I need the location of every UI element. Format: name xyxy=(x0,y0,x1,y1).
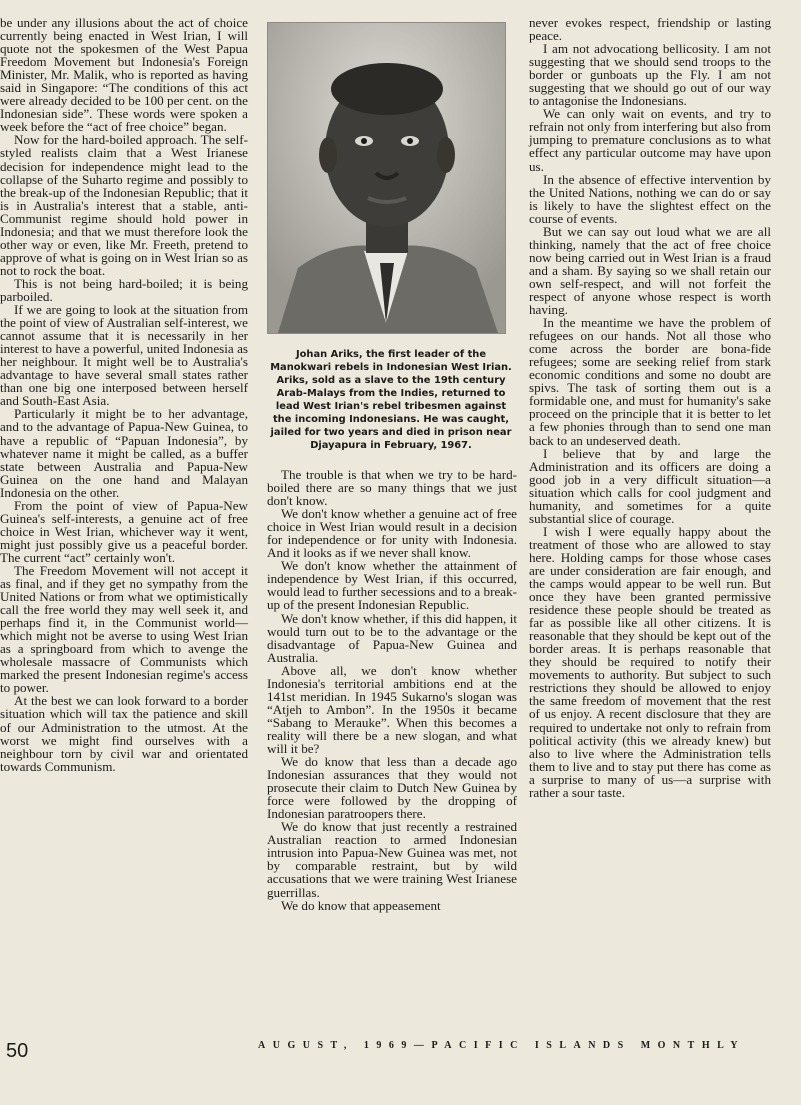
paragraph: We do know that appeasement xyxy=(281,897,441,913)
portrait-photo xyxy=(267,22,506,334)
paragraph: This is not being hard-boiled; it is being parboiled. xyxy=(0,275,248,304)
paragraph: We do know that just recently a restrained Australian reaction to armed Indonesian intrusion into Papua-New Guinea was met, not by comparable restraint, but by wild accusations that we were training West Irianese guerrillas. xyxy=(267,819,517,900)
paragraph: We don't know whether, if this did happen, it would turn out to be to the advantage or the disadvantage of Papua-New Guinea and Australia. xyxy=(267,610,517,665)
paragraph: If we are going to look at the situation from the point of view of Australian self-interest, we cannot assume that it is necessarily in her interest to have a powerful, united Indonesia as her neighbour. It might well be to Australia's advantage to have several small states rather than one big one interposed between herself and South-East Asia. xyxy=(0,302,248,409)
paragraph: We don't know whether the attainment of independence by West Irian, if this occurred, would lead to further secessions and to a break-up of the present Indonesian Republic. xyxy=(267,558,517,613)
paragraph: be under any illusions about the act of choice currently being enacted in West Irian, I will quote not the spokesmen of the West Papua Freedom Movement but Indonesia's Foreign Minister, Mr. Malik, who is reported as having said in Singapore: “The conditions of this act were already decided to be 100 per cent. on the Indonesian side”. These words were spoken a week before the “act of free choice” began. xyxy=(0,15,248,135)
paragraph: The Freedom Movement will not accept it as final, and if they get no sympathy from the United Nations or from what we optimistically call the free world they may well seek it, and perhaps find it, in the Communist world—which might not be averse to using West Irian as a springboard from which to avenge the wholesale massacre of Communists which marked the present Indonesian regime's access to power. xyxy=(0,562,248,696)
paragraph: Now for the hard-boiled approach. The self-styled realists claim that a West Irianese decision for independence might lead to the collapse of the Suharto regime and possibly to the break-up of the Indonesian Republic; that it is in Australia's interest that a stable, anti-Communist regime should hold power in Indonesia; and that we must therefore look the other way or even, like Mr. Freeth, pretend to approve of what is going on in West Irian so as not to rock the boat. xyxy=(0,132,248,278)
running-head xyxy=(258,1040,778,1051)
paragraph: I am not advocationg bellicosity. I am not suggesting that we should send troops to the border or gunboats up the Fly. I am not suggesting that we should go out of our way to antagonise the Indonesians. xyxy=(529,41,771,109)
column-3 xyxy=(529,16,771,799)
column-2 xyxy=(267,22,517,912)
paragraph: We don't know whether a genuine act of free choice in West Irian would result in a decision for independence or for unity with Indonesia. And it looks as if we never shall know. xyxy=(267,506,517,561)
page-number: 50 xyxy=(6,1040,29,1062)
paragraph: never evokes respect, friendship or lasting peace. xyxy=(529,15,771,44)
paragraph: From the point of view of Papua-New Guinea's self-interests, a genuine act of free choice in West Irian, whichever way it went, might just possibly give us a peaceful border. The current “act” certainly won't. xyxy=(0,497,248,565)
paragraph: In the meantime we have the problem of refugees on our hands. Not all those who come across the border are bona-fide refugees; some are seeking relief from stark economic conditions and some no doubt are spivs. The task of sorting them out is a formidable one, and must for humanity's sake proceed on the principle that it is better to let a few phonies through than to send one man back to an undeserved death. xyxy=(529,315,771,448)
running-head-date: AUGUST, 1969— xyxy=(258,1040,432,1051)
column-1 xyxy=(0,16,248,773)
paragraph: The trouble is that when we try to be hard-boiled there are so many things that we just don't know. xyxy=(267,467,517,509)
page-footer xyxy=(0,1040,801,1100)
portrait-illustration xyxy=(268,23,505,333)
photo-caption: Johan Ariks, the first leader of the Manokwari rebels in Indonesian West Irian. Ariks, sold as a slave to the 19th century Arab-Malays from the Indies, returned to lead West Irian's rebel tribesmen against the incoming Indonesians. He was caught, jailed for two years and died in prison near Djayapura in February, 1967. xyxy=(270,349,512,451)
paragraph: At the best we can look forward to a border situation which will tax the patience and skill of our Administration to the utmost. At the worst we might find ourselves with a neighbour torn by civil war and orientated towards Communism. xyxy=(0,693,248,774)
paragraph: But we can say out loud what we are all thinking, namely that the act of free choice now being carried out in West Irian is a fraud and a sham. By saying so we shall retain our own self-respect, and will not forfeit the respect of anyone whose respect is worth having. xyxy=(529,223,771,318)
paragraph: In the absence of effective intervention by the United Nations, nothing we can do or say is likely to have the slightest effect on the course of events. xyxy=(529,171,771,226)
paragraph: We can only wait on events, and try to refrain not only from interfering but also from jumping to premature conclusions as to what effect any particular outcome may have upon us. xyxy=(529,106,771,174)
running-head-title: PACIFIC ISLANDS MONTHLY xyxy=(431,1040,746,1051)
paragraph: I wish I were equally happy about the treatment of those who are allowed to stay here. Holding camps for those whose cases are under consideration are fair enough, and the camps would appear to be well run. But once they have been granted permissive residence these people should be treated as far as possible like all other citizens. It is reasonable that they should be kept out of the border areas. It is perhaps reasonable that they should be required to notify their movements to authority. But subject to such restrictions they should be allowed to enjoy the same freedom of movement that the rest of us enjoy. A recent disclosure that they are required to undertake not only to refrain from political activity (this we already knew) but also to live where the Administration tells them to live and to stay put there has come as a surprise to many of us—a surprise with rather a sour taste. xyxy=(529,523,771,800)
paragraph: We do know that less than a decade ago Indonesian assurances that they would not prosecute their claim to Dutch New Guinea by force were followed by the dropping of Indonesian paratroopers there. xyxy=(267,754,517,822)
paragraph: Particularly it might be to her advantage, and to the advantage of Papua-New Guinea, to have a republic of “Papuan Indonesia”, by whatever name it might be called, as a buffer state between Australia and Papua-New Guinea on the one hand and Malayan Indonesia on the other. xyxy=(0,406,248,500)
paragraph: I believe that by and large the Administration and its officers are doing a good job in a very difficult situation—a situation which calls for cool judgment and humanity, and sometimes for a quite substantial slice of courage. xyxy=(529,445,771,526)
paragraph: Above all, we don't know whether Indonesia's territorial ambitions end at the 141st meridian. In 1945 Sukarno's slogan was “Atjeh to Ambon”. In the 1950s it became “Sabang to Merauke”. When this becomes a reality will there be a new slogan, and what will it be? xyxy=(267,662,517,756)
